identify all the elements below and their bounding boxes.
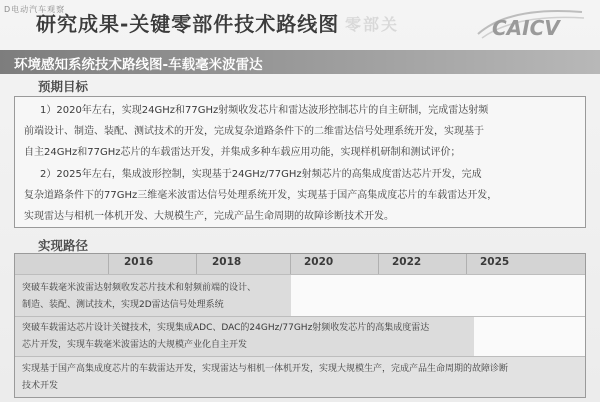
goals-label: 预期目标 [38,79,89,94]
year-divider [108,254,109,274]
row-2-line-2: 芯片开发，实现车载毫米波雷达的大规模产业化自主开发 [22,340,248,350]
row-2-line-1: 突破车载雷达芯片设计关键技术，实现集成ADC、DAC的24GHz/77GHz射频收发芯片的高集成度雷达 [22,323,430,333]
row-3-line-2: 技术开发 [22,381,59,391]
path-label: 实现路径 [38,238,89,253]
year-divider [466,254,467,274]
year-divider [378,254,379,274]
year-2016: 2016 [124,256,154,268]
goal-para-2-line-1: 2）2025年左右，集成波形控制，实现基于24GHz/77GHz射频芯片的高集成度雷达芯片开发，完成 [40,169,482,180]
section-subtitle: 环境感知系统技术路线图-车载毫米波雷达 [14,57,263,73]
page-title: 研究成果-关键零部件技术路线图 [36,12,340,36]
year-2018: 2018 [212,256,242,268]
goal-para-2-line-3: 实现雷达与相机一体机开发、大规模生产，完成产品生命周期的故障诊断技术开发。 [24,211,394,222]
goal-para-2-line-2: 复杂道路条件下的77GHz三维毫米波雷达信号处理系统开发，实现基于国产高集成度芯片的车载雷达开发， [24,190,498,201]
header-ghost-text: 零部关 [345,15,400,34]
goal-para-1-line-3: 自主24GHz和77GHz芯片的车载雷达开发，并集成多种车载应用功能，实现样机研制和测试评价； [24,147,461,158]
year-divider [290,254,291,274]
logo-text: CAICV [492,16,560,40]
goal-para-1-line-2: 前端设计、制造、装配、测试技术的开发，完成复杂道路条件下的二维雷达信号处理系统开发，实现基于 [24,126,484,137]
row-1-line-2: 制造、装配、测试技术，实现2D雷达信号处理系统 [22,300,224,310]
year-2025: 2025 [480,256,510,268]
row-1-line-1: 突破车载毫米波雷达射频收发芯片技术和射频前端的设计、 [22,283,257,293]
caicv-logo-icon [470,4,590,44]
year-divider [196,254,197,274]
goal-para-1-line-1: 1）2020年左右，实现24GHz和77GHz射频收发芯片和雷达波形控制芯片的自主研制，完成雷达射频 [40,105,489,116]
watermark-tag: D电动汽车观察 [4,5,66,14]
row-3-line-1: 实现基于国产高集成度芯片的车载雷达开发，实现雷达与相机一体机开发，实现大规模生产，完成产品生命周期的故障诊断 [22,364,509,374]
year-2022: 2022 [392,256,422,268]
year-2020: 2020 [304,256,334,268]
